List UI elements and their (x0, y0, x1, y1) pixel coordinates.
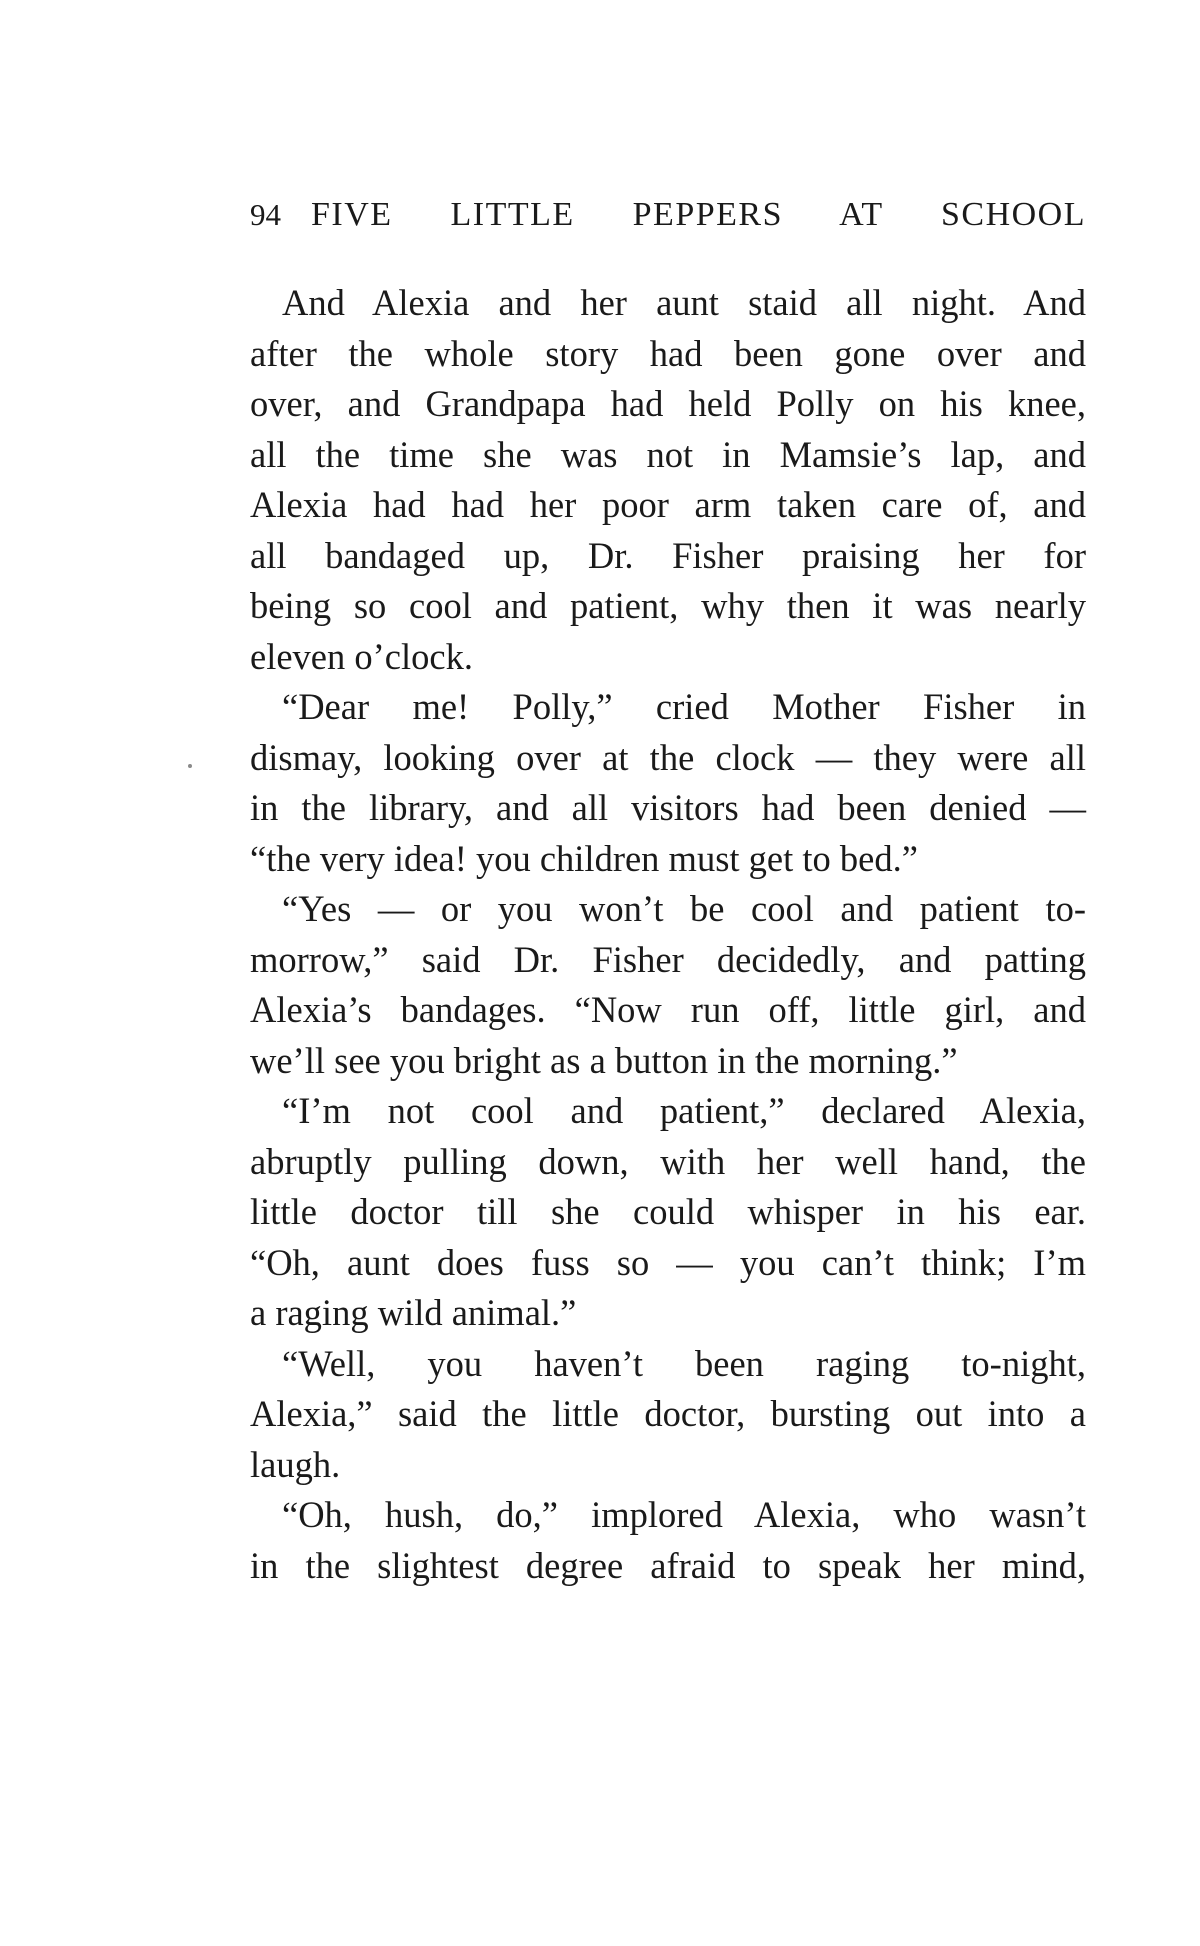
text-line: “Oh, aunt does fuss so — you can’t think; I’m (250, 1241, 1086, 1283)
running-head (250, 196, 1086, 240)
text-line: Alexia’s bandages. “Now run off, little girl, and (250, 989, 1086, 1030)
text-line: all the time she was not in Mamsie’s lap, and (250, 433, 1086, 475)
text-line: “Yes — or you won’t be cool and patient to- (282, 888, 1086, 929)
text-line: laugh. (250, 1443, 341, 1485)
body-text (250, 278, 1086, 1591)
text-line: dismay, looking over at the clock — they were all (250, 736, 1086, 778)
text-line: after the whole story had been gone over and (250, 332, 1086, 374)
text-line: all bandaged up, Dr. Fisher praising her for (250, 534, 1086, 576)
text-line: “Dear me! Polly,” cried Mother Fisher in (282, 686, 1086, 727)
text-line: Alexia had had her poor arm taken care of, and (250, 484, 1086, 525)
text-line: little doctor till she could whisper in his ear. (250, 1191, 1086, 1232)
text-line: over, and Grandpapa had held Polly on his knee, (250, 383, 1086, 424)
text-line: morrow,” said Dr. Fisher decidedly, and patting (250, 938, 1086, 980)
margin-speck (188, 764, 192, 768)
text-line: “Well, you haven’t been raging to-night, (282, 1342, 1086, 1384)
text-line: “the very idea! you children must get to bed.” (250, 837, 918, 879)
text-line: in the library, and all visitors had been denied — (250, 787, 1086, 828)
text-line: “I’m not cool and patient,” declared Alexia, (282, 1090, 1086, 1131)
running-title: FIVE LITTLE PEPPERS AT SCHOOL (311, 196, 1086, 233)
text-line: in the slightest degree afraid to speak her mind, (250, 1544, 1086, 1586)
text-line: eleven o’clock. (250, 635, 473, 677)
text-line: abruptly pulling down, with her well hand, the (250, 1140, 1086, 1182)
page-number: 94 (250, 197, 281, 232)
text-line: And Alexia and her aunt staid all night. And (282, 282, 1086, 323)
text-line: we’ll see you bright as a button in the morning.” (250, 1039, 958, 1081)
text-line: a raging wild animal.” (250, 1292, 577, 1333)
text-line: Alexia,” said the little doctor, bursting out into a (250, 1393, 1086, 1434)
text-line: “Oh, hush, do,” implored Alexia, who wasn’t (282, 1494, 1086, 1535)
text-line: being so cool and patient, why then it was nearly (250, 585, 1086, 626)
